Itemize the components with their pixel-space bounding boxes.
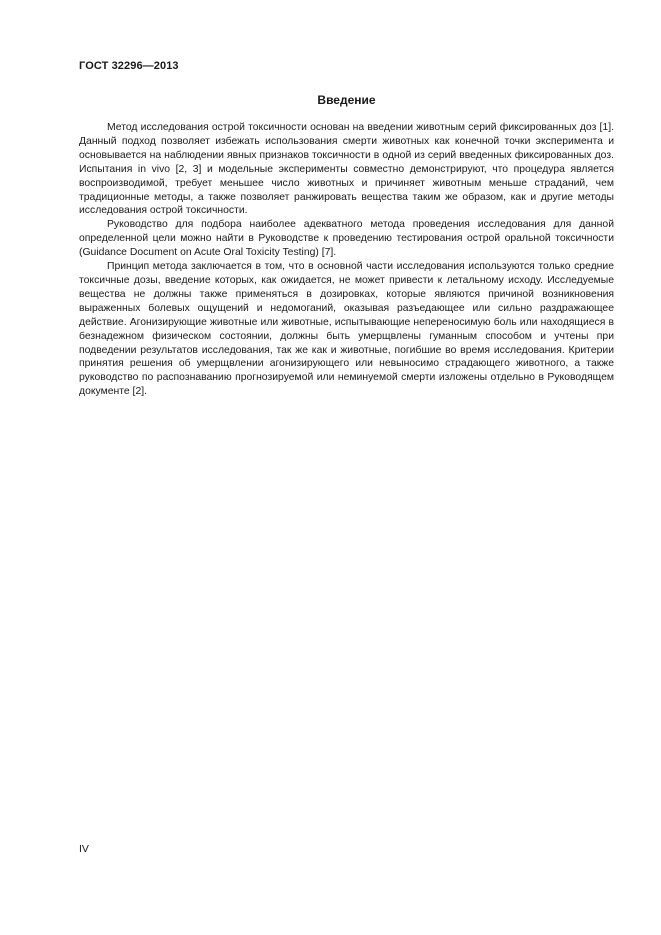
body-text	[79, 121, 614, 399]
page-number: IV	[79, 843, 89, 855]
paragraph: Руководство для подбора наиболее адекватного метода проведения исследования для данной определенной цели можно найти в Руководстве к проведению тестирования острой оральной токсичности (Guidance Document on Acute Oral Toxicity Testing) [7].	[79, 219, 614, 259]
paragraph: Метод исследования острой токсичности основан на введении животным серий фиксированных доз [1]. Данный подход позволяет избежать использования смерти животных как конечной точки эксперимента и основывается на наблюдении явных признаков токсичности в одной из серий введенных фиксированных доз. Испытания in vivo [2, 3] и модельные эксперименты совместно демонстрируют, что процедура является воспроизводимой, требует меньшее число животных и причиняет животным меньше страданий, чем традиционные методы, а также позволяет ранжировать вещества таким же образом, как и другие методы исследования острой токсичности.	[79, 122, 614, 217]
section-title: Введение	[317, 93, 376, 107]
standard-code: ГОСТ 32296—2013	[79, 60, 179, 72]
paragraph: Принцип метода заключается в том, что в основной части исследования используются только средние токсичные дозы, введение которых, как ожидается, не может привести к летальному исходу. Исследуемые вещества не должны также применяться в дозировках, которые являются причиной возникновения выраженных болевых ощущений и недомоганий, оказывая разъедающее или сильно раздражающее действие. Агонизирующие животные или животные, испытывающие непереносимую боль или находящиеся в безнадежном физическом состоянии, должны быть умерщвлены гуманным способом и учтены при подведении результатов исследования, так же как и животные, погибшие во время исследования. Критерии принятия решения об умерщвлении агонизирующего или невыносимо страдающего животного, а также руководство по распознаванию прогнозируемой или неминуемой смерти изложены отдельно в Руководящем документе [2].	[79, 261, 614, 398]
